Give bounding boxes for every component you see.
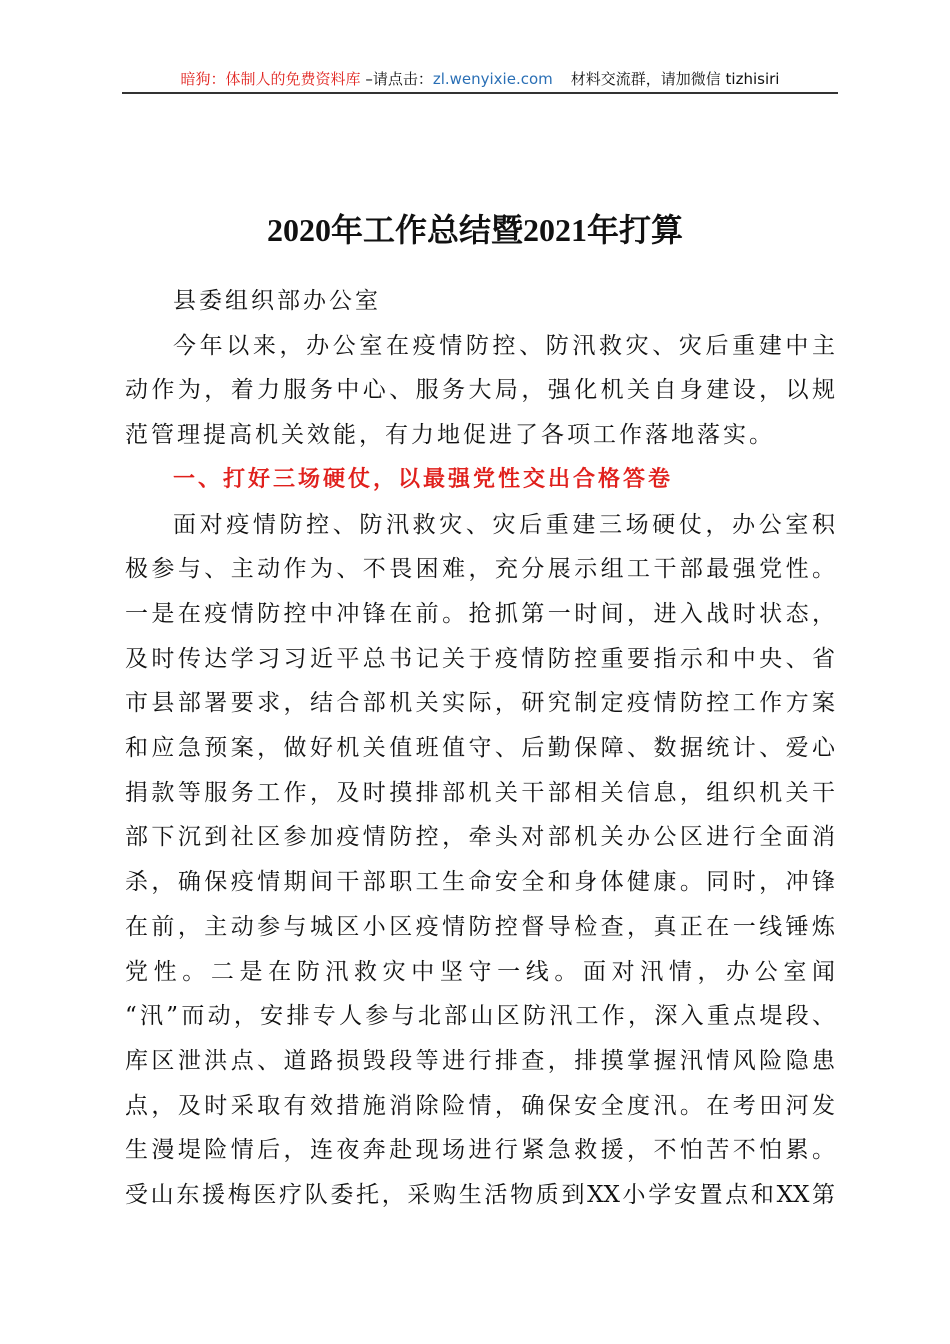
click-prompt: –请点击： [360,70,433,88]
page-header [122,68,838,92]
paragraph-line: 市县部署要求，结合部机关实际，研究制定疫情防控工作方案 [125,690,835,717]
paragraph-line: 生漫堤险情后，连夜奔赴现场进行紧急救援，不怕苦不怕累。 [125,1137,835,1164]
group-note: 材料交流群，请加微信 tizhisiri [570,70,780,88]
paragraph-line: 及时传达学习习近平总书记关于疫情防控重要指示和中央、省 [125,645,835,672]
author-line: 县委组织部办公室 [173,288,381,314]
paragraph-line: 党性。二是在防汛救灾中坚守一线。面对汛情，办公室闻 [125,958,835,985]
paragraph-line: 在前，主动参与城区小区疫情防控督导检查，真正在一线锤炼 [125,913,835,940]
section-heading: 一、打好三场硬仗，以最强党性交出合格答卷 [173,466,674,492]
header-divider [122,92,838,94]
paragraph-line: 动作为，着力服务中心、服务大局，强化机关自身建设，以规 [125,377,835,404]
document-title: 2020年工作总结暨2021年打算 [266,212,683,248]
paragraph-line: 受山东援梅医疗队委托，采购生活物质到XX小学安置点和XX第 [125,1182,835,1208]
paragraph-line: 一是在疫情防控中冲锋在前。抢抓第一时间，进入战时状态， [125,600,835,627]
paragraph-line: 范管理提高机关效能，有力地促进了各项工作落地落实。 [125,422,775,449]
paragraph-line: 杀，确保疫情期间干部职工生命安全和身体健康。同时，冲锋 [125,869,835,896]
paragraph-line: 今年以来，办公室在疫情防控、防汛救灾、灾后重建中主 [173,332,835,359]
paragraph-line: 库区泄洪点、道路损毁段等进行排查，排摸掌握汛情风险隐患 [125,1047,835,1074]
paragraph-line: 面对疫情防控、防汛救灾、灾后重建三场硬仗，办公室积 [173,511,835,538]
paragraph-line: 捐款等服务工作，及时摸排部机关干部相关信息，组织机关干 [125,779,835,806]
paragraph-line: 部下沉到社区参加疫情防控，牵头对部机关办公区进行全面消 [125,824,835,851]
paragraph-line: 和应急预案，做好机关值班值守、后勤保障、数据统计、爱心 [125,735,835,761]
paragraph-line: 极参与、主动作为、不畏困难，充分展示组工干部最强党性。 [125,556,835,583]
site-link[interactable]: zl.wenyixie.com [432,70,553,88]
paragraph-line: “汛”而动，安排专人参与北部山区防汛工作，深入重点堤段、 [125,1003,835,1030]
site-label: 暗狗：体制人的免费资料库 [180,70,361,88]
paragraph-line: 点，及时采取有效措施消除险情，确保安全度汛。在考田河发 [125,1092,835,1119]
